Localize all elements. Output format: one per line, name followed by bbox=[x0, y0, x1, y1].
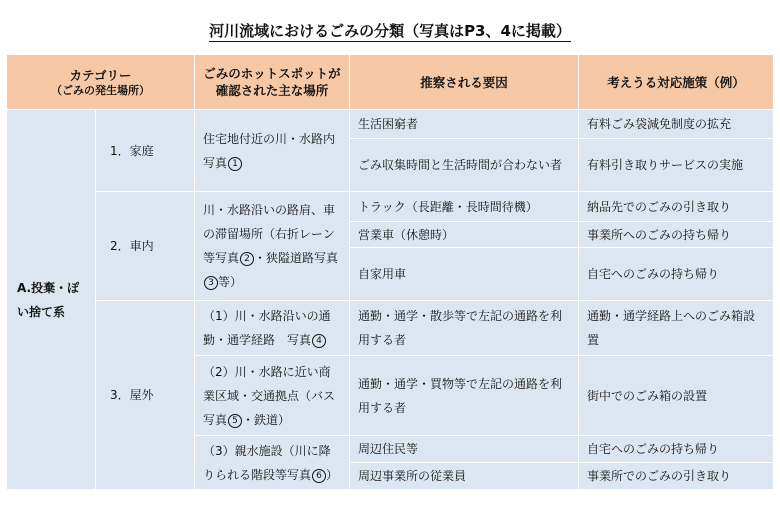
classification-table bbox=[6, 54, 774, 490]
photo-number-badge: 1 bbox=[228, 157, 242, 171]
subcat-outdoor: 3．屋外 bbox=[96, 301, 195, 490]
header-row bbox=[7, 55, 774, 110]
measure-cell: 自宅へのごみの持ち帰り bbox=[579, 436, 774, 463]
photo-number-badge: 3 bbox=[204, 276, 218, 290]
hotspot-home bbox=[195, 110, 350, 192]
header-measure: 考えうる対応施策（例） bbox=[579, 55, 774, 110]
subcat-home: 1．家庭 bbox=[96, 110, 195, 192]
subcat-car: 2．車内 bbox=[96, 192, 195, 301]
header-hotspot: ごみのホットスポットが確認された主な場所 bbox=[195, 55, 350, 110]
cause-cell: 営業車（休憩時） bbox=[350, 222, 579, 248]
header-category bbox=[7, 55, 195, 110]
measure-cell: 自宅へのごみの持ち帰り bbox=[579, 248, 774, 301]
cause-cell: 通勤・通学・散歩等で左記の通路を利用する者 bbox=[350, 301, 579, 356]
cause-cell: 通勤・通学・買物等で左記の通路を利用する者 bbox=[350, 356, 579, 436]
measure-cell: 事業所でのごみの引き取り bbox=[579, 463, 774, 490]
table-row bbox=[7, 192, 774, 222]
photo-number-badge: 2 bbox=[240, 252, 254, 266]
header-category-label: カテゴリー bbox=[69, 68, 132, 83]
cause-cell: 生活困窮者 bbox=[350, 110, 579, 139]
cause-cell: ごみ収集時間と生活時間が合わない者 bbox=[350, 139, 579, 192]
header-category-sub: （ごみの発生場所） bbox=[51, 84, 150, 97]
cause-cell: 周辺住民等 bbox=[350, 436, 579, 463]
photo-number-badge: 5 bbox=[228, 414, 242, 428]
document-title bbox=[0, 22, 780, 40]
measure-cell: 有料ごみ袋減免制度の拡充 bbox=[579, 110, 774, 139]
document-title-text: 河川流域におけるごみの分類（写真はP3、4に掲載） bbox=[209, 22, 571, 40]
hotspot-outdoor-2-end: ・鉄道） bbox=[242, 412, 291, 427]
hotspot-car-end: 等） bbox=[218, 275, 243, 289]
cause-cell: トラック（長距離・長時間待機） bbox=[350, 192, 579, 222]
hotspot-outdoor-2 bbox=[195, 356, 350, 436]
measure-cell: 納品先でのごみの引き取り bbox=[579, 192, 774, 222]
hotspot-car bbox=[195, 192, 350, 301]
hotspot-outdoor-3 bbox=[195, 436, 350, 490]
table-row bbox=[7, 301, 774, 356]
hotspot-home-text: 住宅地付近の川・水路内 写真 bbox=[203, 131, 348, 170]
category-main: A.投棄・ぽい捨て系 bbox=[7, 110, 96, 490]
hotspot-outdoor-3-end: ） bbox=[326, 467, 339, 482]
hotspot-car-mid: ・狭隘道路写真 bbox=[254, 251, 339, 265]
hotspot-outdoor-1 bbox=[195, 301, 350, 356]
measure-cell: 事業所へのごみの持ち帰り bbox=[579, 222, 774, 248]
measure-cell: 街中でのごみ箱の設置 bbox=[579, 356, 774, 436]
hotspot-outdoor-3-text: （3）親水施設（川に降りられる階段等写真 bbox=[203, 443, 331, 482]
measure-cell: 有料引き取りサービスの実施 bbox=[579, 139, 774, 192]
photo-number-badge: 4 bbox=[312, 334, 326, 348]
cause-cell: 自家用車 bbox=[350, 248, 579, 301]
hotspot-outdoor-2-text: （2）川・水路に近い商業区域・交通拠点（バス写真 bbox=[203, 364, 336, 427]
hotspot-car-text: 川・水路沿いの路肩、車の滞留場所（右折レーン等写真 bbox=[203, 203, 336, 265]
cause-cell: 周辺事業所の従業員 bbox=[350, 463, 579, 490]
measure-cell: 通勤・通学経路上へのごみ箱設置 bbox=[579, 301, 774, 356]
hotspot-outdoor-1-text: （1）川・水路沿いの通勤・通学経路 写真 bbox=[203, 309, 331, 347]
table-row bbox=[7, 110, 774, 139]
photo-number-badge: 6 bbox=[312, 469, 326, 483]
header-cause: 推察される要因 bbox=[350, 55, 579, 110]
